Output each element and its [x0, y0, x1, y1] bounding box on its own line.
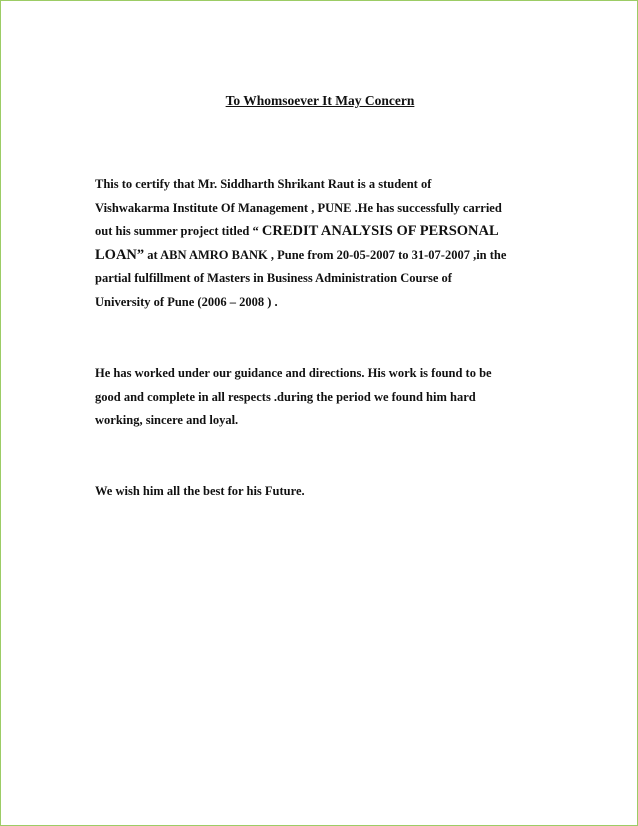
paragraph-line [95, 220, 565, 244]
paragraph-line: This to certify that Mr. Siddharth Shrikant Raut is a student of [95, 177, 432, 191]
paragraph-line: partial fulfillment of Masters in Business Administration Course of [95, 271, 452, 285]
wishes-paragraph [95, 480, 565, 504]
performance-paragraph [95, 362, 565, 433]
paragraph-line: We wish him all the best for his Future. [95, 484, 305, 498]
line-text: out his summer project titled “ [95, 224, 262, 238]
paragraph-line: He has worked under our guidance and directions. His work is found to be [95, 366, 492, 380]
paragraph-line: working, sincere and loyal. [95, 413, 239, 427]
paragraph-line: University of Pune (2006 – 2008 ) . [95, 294, 278, 309]
project-title-text: CREDIT ANALYSIS OF PERSONAL [261, 223, 499, 239]
certification-paragraph [95, 173, 565, 314]
paragraph-line: Vishwakarma Institute Of Management , PUNE .He has successfully carried [95, 200, 502, 215]
project-title-text: LOAN” [95, 246, 145, 263]
line-text: at ABN AMRO BANK , Pune from 20-05-2007 to 31-07-2007 ,in the [144, 247, 507, 262]
document-title: To Whomsoever It May Concern [225, 93, 415, 108]
paragraph-line: good and complete in all respects .during the period we found him hard [95, 389, 476, 404]
paragraph-line [95, 244, 565, 268]
